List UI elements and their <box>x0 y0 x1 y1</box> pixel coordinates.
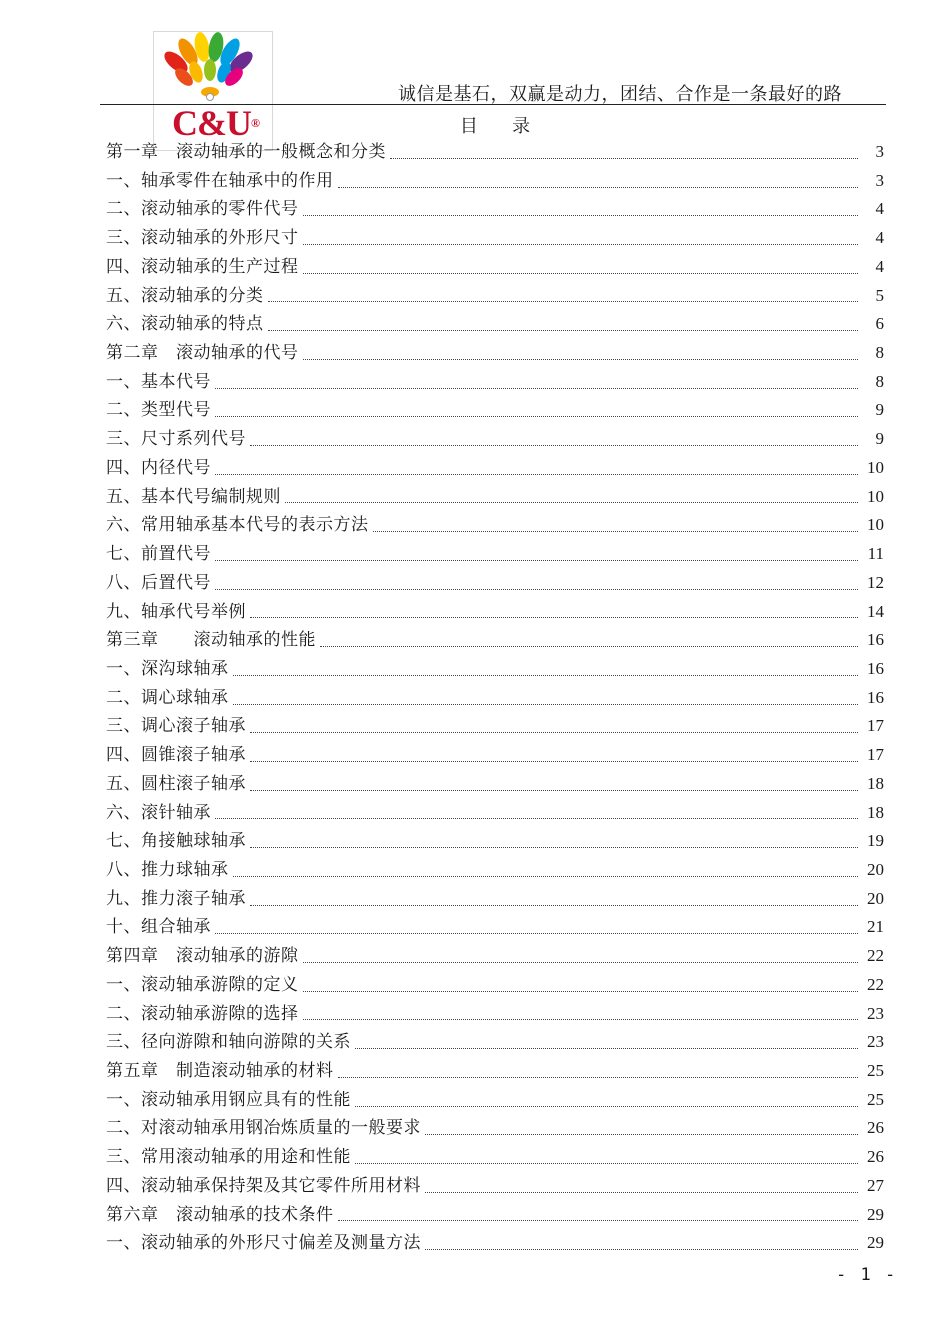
toc-entry-page: 5 <box>875 285 884 305</box>
toc-dot-leader <box>303 215 859 216</box>
toc-entry[interactable] <box>106 626 884 655</box>
toc-dot-leader <box>250 790 858 791</box>
toc-entry-page: 23 <box>867 1032 884 1052</box>
toc-entry-title: 九、推力滚子轴承 <box>106 888 246 909</box>
toc-entry[interactable] <box>106 598 884 627</box>
toc-entry-title: 二、调心球轴承 <box>106 687 229 708</box>
toc-entry[interactable] <box>106 569 884 598</box>
toc-entry[interactable] <box>106 1201 884 1230</box>
toc-entry-page: 4 <box>875 256 884 276</box>
toc-dot-leader <box>215 474 858 475</box>
toc-entry-title: 四、滚动轴承的生产过程 <box>106 256 299 277</box>
toc-dot-leader <box>355 1048 858 1049</box>
toc-entry[interactable] <box>106 913 884 942</box>
toc-entry-title: 十、组合轴承 <box>106 917 211 938</box>
toc-entry[interactable] <box>106 1143 884 1172</box>
toc-entry-page: 20 <box>867 888 884 908</box>
toc-dot-leader <box>338 187 859 188</box>
toc-entry-page: 3 <box>875 170 884 190</box>
toc-dot-leader <box>303 962 859 963</box>
toc-dot-leader <box>303 273 859 274</box>
toc-entry-page: 12 <box>867 572 884 592</box>
toc-dot-leader <box>303 244 859 245</box>
toc-entry[interactable] <box>106 971 884 1000</box>
toc-entry-title: 一、滚动轴承的外形尺寸偏差及测量方法 <box>106 1233 421 1254</box>
toc-entry-page: 16 <box>867 658 884 678</box>
toc-entry[interactable] <box>106 655 884 684</box>
toc-entry[interactable] <box>106 1000 884 1029</box>
toc-entry-page: 20 <box>867 859 884 879</box>
toc-entry-title: 九、轴承代号举例 <box>106 601 246 622</box>
toc-entry-title: 五、滚动轴承的分类 <box>106 285 264 306</box>
toc-dot-leader <box>233 704 859 705</box>
toc-entry-page: 14 <box>867 601 884 621</box>
toc-entry-page: 19 <box>867 831 884 851</box>
toc-entry[interactable] <box>106 799 884 828</box>
toc-dot-leader <box>268 330 859 331</box>
toc-entry-title: 四、滚动轴承保持架及其它零件所用材料 <box>106 1175 421 1196</box>
toc-entry-title: 第三章 滚动轴承的性能 <box>106 630 316 651</box>
toc-entry-page: 18 <box>867 773 884 793</box>
toc-entry-title: 一、深沟球轴承 <box>106 658 229 679</box>
toc-entry-page: 29 <box>867 1233 884 1253</box>
toc-entry-page: 17 <box>867 716 884 736</box>
toc-dot-leader <box>373 531 859 532</box>
toc-entry[interactable] <box>106 483 884 512</box>
toc-entry-page: 10 <box>867 515 884 535</box>
toc-entry-title: 七、前置代号 <box>106 544 211 565</box>
toc-entry-title: 二、滚动轴承的零件代号 <box>106 199 299 220</box>
toc-entry[interactable] <box>106 741 884 770</box>
toc-entry-title: 八、推力球轴承 <box>106 859 229 880</box>
toc-entry-title: 三、径向游隙和轴向游隙的关系 <box>106 1032 351 1053</box>
toc-entry-page: 22 <box>867 974 884 994</box>
toc-entry[interactable] <box>106 167 884 196</box>
toc-entry-page: 27 <box>867 1175 884 1195</box>
toc-dot-leader <box>250 732 858 733</box>
toc-entry-page: 26 <box>867 1147 884 1167</box>
toc-entry-page: 23 <box>867 1003 884 1023</box>
header-rule <box>100 104 886 105</box>
logo-text: C&U <box>172 103 251 143</box>
toc-entry-title: 第五章 制造滚动轴承的材料 <box>106 1061 334 1081</box>
toc-entry-page: 4 <box>875 228 884 248</box>
toc-entry-title: 四、圆锥滚子轴承 <box>106 745 246 766</box>
toc-entry[interactable] <box>106 885 884 914</box>
toc-entry-title: 五、圆柱滚子轴承 <box>106 773 246 794</box>
toc-dot-leader <box>250 761 858 762</box>
toc-entry-title: 三、常用滚动轴承的用途和性能 <box>106 1147 351 1168</box>
toc-entry[interactable] <box>106 1114 884 1143</box>
toc-dot-leader <box>355 1106 858 1107</box>
toc-entry-page: 26 <box>867 1118 884 1138</box>
toc-dot-leader <box>390 158 858 159</box>
toc-entry-page: 18 <box>867 802 884 822</box>
toc-dot-leader <box>250 445 858 446</box>
toc-entry-title: 三、滚动轴承的外形尺寸 <box>106 228 299 249</box>
toc-dot-leader <box>215 589 858 590</box>
toc-entry-page: 6 <box>875 314 884 334</box>
toc-entry[interactable] <box>106 195 884 224</box>
toc-entry-page: 25 <box>867 1089 884 1109</box>
toc-dot-leader <box>215 388 858 389</box>
toc-dot-leader <box>250 617 858 618</box>
toc-dot-leader <box>425 1192 858 1193</box>
toc-entry-title: 五、基本代号编制规则 <box>106 486 281 507</box>
toc-dot-leader <box>215 416 858 417</box>
toc-dot-leader <box>425 1134 858 1135</box>
toc-dot-leader <box>303 991 859 992</box>
toc-entry-title: 二、滚动轴承游隙的选择 <box>106 1003 299 1024</box>
toc-dot-leader <box>233 675 859 676</box>
toc-entry[interactable] <box>106 540 884 569</box>
toc-title: 目 录 <box>459 116 531 137</box>
toc-entry-page: 8 <box>875 371 884 391</box>
toc-dot-leader <box>338 1220 859 1221</box>
toc-entry-page: 4 <box>875 199 884 219</box>
toc-entry[interactable] <box>106 1086 884 1115</box>
toc-dot-leader <box>303 359 859 360</box>
toc-entry[interactable] <box>106 1028 884 1057</box>
toc-entry[interactable] <box>106 138 884 167</box>
toc-entry-title: 二、对滚动轴承用钢冶炼质量的一般要求 <box>106 1118 421 1139</box>
toc-entry-page: 3 <box>875 142 884 161</box>
toc-entry-page: 10 <box>867 457 884 477</box>
toc-entry[interactable] <box>106 856 884 885</box>
toc-entry[interactable] <box>106 684 884 713</box>
toc-entry-page: 21 <box>867 917 884 937</box>
toc-entry[interactable] <box>106 511 884 540</box>
toc-entry-title: 第一章 滚动轴承的一般概念和分类 <box>106 142 386 162</box>
toc-entry-page: 8 <box>875 343 884 363</box>
toc-dot-leader <box>250 847 858 848</box>
toc-entry-title: 第六章 滚动轴承的技术条件 <box>106 1204 334 1225</box>
toc-entry-page: 11 <box>867 544 884 564</box>
toc-entry-page: 29 <box>867 1204 884 1224</box>
toc-entry-title: 一、滚动轴承游隙的定义 <box>106 974 299 995</box>
toc-entry[interactable] <box>106 1057 884 1086</box>
toc-entry-page: 25 <box>867 1061 884 1080</box>
toc-dot-leader <box>250 905 858 906</box>
toc-entry-page: 9 <box>875 429 884 449</box>
toc-entry[interactable] <box>106 712 884 741</box>
toc-entry[interactable] <box>106 224 884 253</box>
toc-entry[interactable] <box>106 770 884 799</box>
toc-entry-title: 六、滚动轴承的特点 <box>106 314 264 335</box>
toc-entry-title: 六、滚针轴承 <box>106 802 211 823</box>
toc-entry[interactable] <box>106 454 884 483</box>
toc-dot-leader <box>215 933 858 934</box>
company-logo <box>153 31 273 151</box>
toc-entry[interactable] <box>106 368 884 397</box>
toc-entry-title: 四、内径代号 <box>106 457 211 478</box>
toc-entry[interactable] <box>106 253 884 282</box>
toc-entry[interactable] <box>106 339 884 368</box>
toc-entry[interactable] <box>106 310 884 339</box>
toc-entry[interactable] <box>106 1229 884 1258</box>
toc-entry-title: 第二章 滚动轴承的代号 <box>106 343 299 364</box>
toc-dot-leader <box>268 301 859 302</box>
toc-dot-leader <box>303 1019 859 1020</box>
toc-entry-page: 22 <box>867 946 884 966</box>
toc-entry[interactable] <box>106 282 884 311</box>
toc-dot-leader <box>285 502 858 503</box>
toc-entry-page: 10 <box>867 486 884 506</box>
toc-dot-leader <box>215 560 858 561</box>
toc-dot-leader <box>215 818 858 819</box>
toc-entry-title: 八、后置代号 <box>106 572 211 593</box>
table-of-contents <box>106 138 884 1258</box>
toc-dot-leader <box>233 876 859 877</box>
toc-dot-leader <box>425 1249 858 1250</box>
toc-entry-page: 17 <box>867 745 884 765</box>
toc-entry-page: 9 <box>875 400 884 420</box>
toc-dot-leader <box>320 646 858 647</box>
toc-entry-title: 六、常用轴承基本代号的表示方法 <box>106 515 369 536</box>
toc-entry-title: 第四章 滚动轴承的游隙 <box>106 946 299 967</box>
toc-entry-title: 七、角接触球轴承 <box>106 831 246 852</box>
toc-entry-title: 三、尺寸系列代号 <box>106 429 246 450</box>
page-number: - 1 - <box>836 1265 898 1285</box>
toc-entry-page: 16 <box>867 630 884 650</box>
toc-entry[interactable] <box>106 942 884 971</box>
toc-entry-title: 一、基本代号 <box>106 371 211 392</box>
registered-mark: ® <box>250 116 259 130</box>
toc-entry-title: 一、滚动轴承用钢应具有的性能 <box>106 1089 351 1110</box>
toc-entry[interactable] <box>106 1172 884 1201</box>
toc-dot-leader <box>338 1077 859 1078</box>
toc-dot-leader <box>355 1163 858 1164</box>
toc-entry-title: 一、轴承零件在轴承中的作用 <box>106 170 334 191</box>
toc-entry-title: 三、调心滚子轴承 <box>106 716 246 737</box>
toc-entry[interactable] <box>106 396 884 425</box>
header-slogan: 诚信是基石，双赢是动力，团结、合作是一条最好的路 <box>398 84 842 105</box>
toc-entry-title: 二、类型代号 <box>106 400 211 421</box>
toc-entry-page: 16 <box>867 687 884 707</box>
toc-entry[interactable] <box>106 425 884 454</box>
toc-entry[interactable] <box>106 827 884 856</box>
